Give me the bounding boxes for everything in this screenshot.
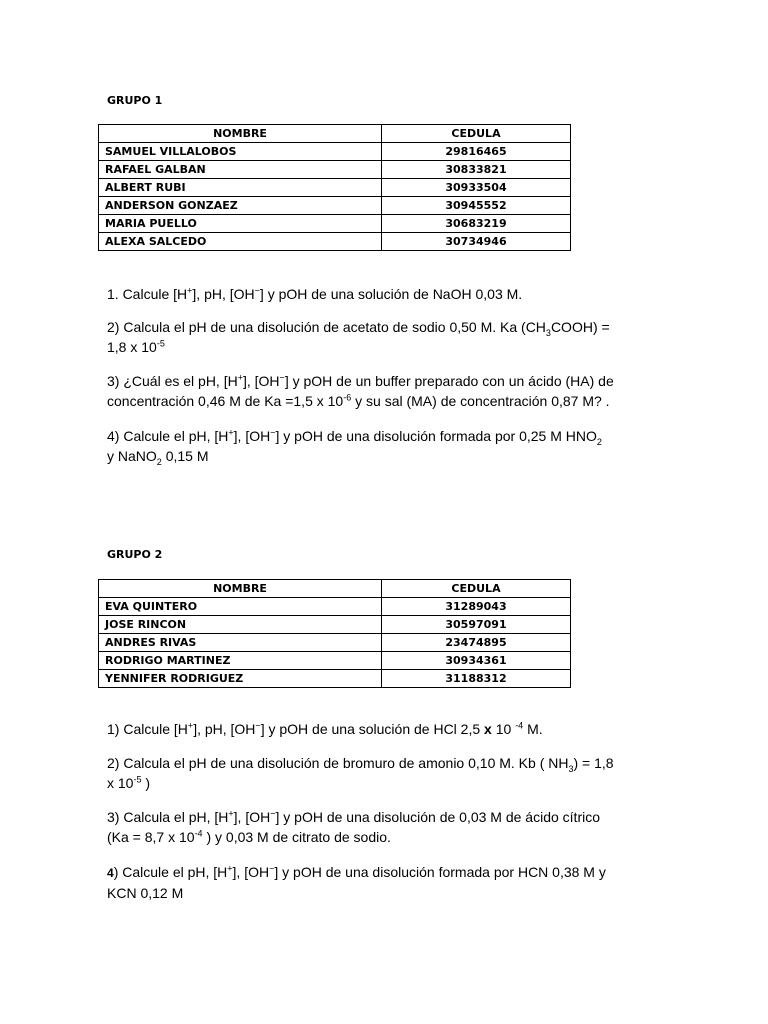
group-2-table	[98, 579, 571, 688]
problem-line	[107, 753, 667, 773]
group-2-problem-2	[107, 753, 667, 793]
text-segment: +	[227, 863, 233, 874]
text-segment: 4	[107, 866, 114, 880]
text-segment: ] y pOH de una disolución formada por 0,25 M HNO	[275, 428, 597, 444]
cell-name: RODRIGO MARTINEZ	[99, 652, 382, 670]
cell-name: ANDERSON GONZAEZ	[99, 197, 382, 215]
cell-id: 23474895	[382, 634, 571, 652]
text-segment: 1. Calcule [H	[107, 286, 188, 302]
text-segment: KCN 0,12 M	[107, 885, 184, 901]
table-row	[99, 670, 571, 688]
problem-line	[107, 284, 667, 304]
cell-name: ALBERT RUBI	[99, 179, 382, 197]
text-segment: 4) Calcule el pH, [H	[107, 428, 229, 444]
text-segment: -4	[515, 720, 524, 731]
text-segment: )	[141, 775, 151, 791]
problem-line	[107, 337, 667, 357]
problem-line	[107, 446, 667, 466]
column-header-name: NOMBRE	[99, 580, 382, 598]
text-segment: ] y pOH de una disolución de 0,03 M de ácido cítrico	[275, 809, 600, 825]
problem-line	[107, 862, 667, 883]
text-segment: 3) ¿Cuál es el pH, [H	[107, 373, 238, 389]
text-segment: y su sal (MA) de concentración 0,87 M? .	[351, 393, 610, 409]
text-segment: M.	[523, 721, 543, 737]
problem-line	[107, 426, 667, 446]
text-segment: ] y pOH de un buffer preparado con un ácido (HA) de	[284, 373, 614, 389]
text-segment: 1,8 x 10	[107, 339, 157, 355]
problem-line	[107, 719, 667, 739]
text-segment: ] y pOH de una solución de NaOH 0,03 M.	[259, 286, 523, 302]
problem-line	[107, 883, 667, 903]
text-segment: ], [OH	[233, 428, 271, 444]
cell-id: 30734946	[382, 233, 571, 251]
text-segment: ], pH, [OH	[192, 286, 255, 302]
column-header-name: NOMBRE	[99, 125, 382, 143]
text-segment: -5	[156, 338, 165, 349]
text-segment: ] y pOH de una disolución formada por HCN 0,38 M y	[274, 864, 606, 880]
group-1-problem-2	[107, 317, 667, 357]
text-segment: +	[228, 808, 234, 819]
group-1-problem-1	[107, 284, 667, 304]
table-row	[99, 616, 571, 634]
cell-id: 31289043	[382, 598, 571, 616]
text-segment: x 10	[107, 775, 134, 791]
text-segment: 2) Calcula el pH de una disolución de bromuro de amonio 0,10 M. Kb ( NH	[107, 755, 569, 771]
table-row	[99, 634, 571, 652]
group-1-problem-3	[107, 371, 667, 411]
cell-id: 30683219	[382, 215, 571, 233]
text-segment: y NaNO	[107, 448, 157, 464]
cell-name: YENNIFER RODRIGUEZ	[99, 670, 382, 688]
table-row	[99, 179, 571, 197]
group-1-title: GRUPO 1	[107, 94, 163, 107]
table-header-row	[99, 125, 571, 143]
cell-id: 30945552	[382, 197, 571, 215]
cell-name: SAMUEL VILLALOBOS	[99, 143, 382, 161]
problem-line	[107, 391, 667, 411]
group-2-problem-3	[107, 807, 667, 847]
text-segment: 3	[568, 763, 574, 774]
text-segment: 2) Calcula el pH de una disolución de acetato de sodio 0,50 M. Ka (CH	[107, 319, 546, 335]
text-segment: +	[228, 427, 234, 438]
cell-id: 30597091	[382, 616, 571, 634]
cell-name: JOSE RINCON	[99, 616, 382, 634]
table-row	[99, 197, 571, 215]
column-header-id: CEDULA	[382, 125, 571, 143]
text-segment: −	[269, 863, 275, 874]
problem-line	[107, 773, 667, 793]
text-segment: −	[255, 720, 261, 731]
text-segment: ], [OH	[232, 864, 270, 880]
cell-id: 29816465	[382, 143, 571, 161]
group-1-rows	[99, 143, 571, 251]
text-segment: −	[270, 427, 276, 438]
group-2-rows	[99, 598, 571, 688]
text-segment: (Ka = 8,7 x 10	[107, 829, 195, 845]
text-segment: −	[254, 285, 260, 296]
text-segment: ) Calcule el pH, [H	[113, 864, 228, 880]
text-segment: -6	[343, 392, 352, 403]
text-segment: −	[270, 808, 276, 819]
problem-line	[107, 371, 667, 391]
text-segment: 2	[596, 436, 602, 447]
cell-name: MARIA PUELLO	[99, 215, 382, 233]
problem-line	[107, 827, 667, 847]
text-segment: +	[237, 372, 243, 383]
text-segment: concentración 0,46 M de Ka =1,5 x 10	[107, 393, 344, 409]
text-segment: +	[187, 720, 194, 731]
column-header-id: CEDULA	[382, 580, 571, 598]
table-row	[99, 143, 571, 161]
group-1-problem-4	[107, 426, 667, 466]
table-row	[99, 652, 571, 670]
problem-line	[107, 317, 667, 337]
text-segment: -4	[194, 828, 203, 839]
group-1-table	[98, 124, 571, 251]
table-row	[99, 598, 571, 616]
table-row	[99, 233, 571, 251]
text-segment: 1) Calcule [H	[107, 721, 188, 737]
text-segment: 3	[545, 327, 551, 338]
group-2-problem-4	[107, 862, 667, 903]
cell-name: ALEXA SALCEDO	[99, 233, 382, 251]
cell-id: 30933504	[382, 179, 571, 197]
cell-name: EVA QUINTERO	[99, 598, 382, 616]
text-segment: ) = 1,8	[573, 755, 614, 771]
text-segment: COOH) =	[550, 319, 610, 335]
text-segment: ], [OH	[233, 809, 271, 825]
text-segment: 2	[156, 456, 162, 467]
text-segment: ] y pOH de una solución de HCl 2,5	[260, 721, 485, 737]
cell-id: 30833821	[382, 161, 571, 179]
text-segment: −	[279, 372, 285, 383]
table-row	[99, 215, 571, 233]
group-2-problem-1	[107, 719, 667, 739]
cell-id: 31188312	[382, 670, 571, 688]
cell-name: RAFAEL GALBAN	[99, 161, 382, 179]
table-header-row	[99, 580, 571, 598]
group-2-title: GRUPO 2	[107, 548, 163, 561]
text-segment: 3) Calcula el pH, [H	[107, 809, 229, 825]
text-segment: -5	[133, 774, 142, 785]
cell-name: ANDRES RIVAS	[99, 634, 382, 652]
text-segment: x	[484, 721, 492, 737]
text-segment: 10	[491, 721, 516, 737]
text-segment: +	[187, 285, 193, 296]
table-row	[99, 161, 571, 179]
text-segment: 0,15 M	[161, 448, 209, 464]
problem-line	[107, 807, 667, 827]
cell-id: 30934361	[382, 652, 571, 670]
text-segment: ], pH, [OH	[193, 721, 256, 737]
text-segment: ], [OH	[242, 373, 280, 389]
text-segment: ) y 0,03 M de citrato de sodio.	[202, 829, 391, 845]
